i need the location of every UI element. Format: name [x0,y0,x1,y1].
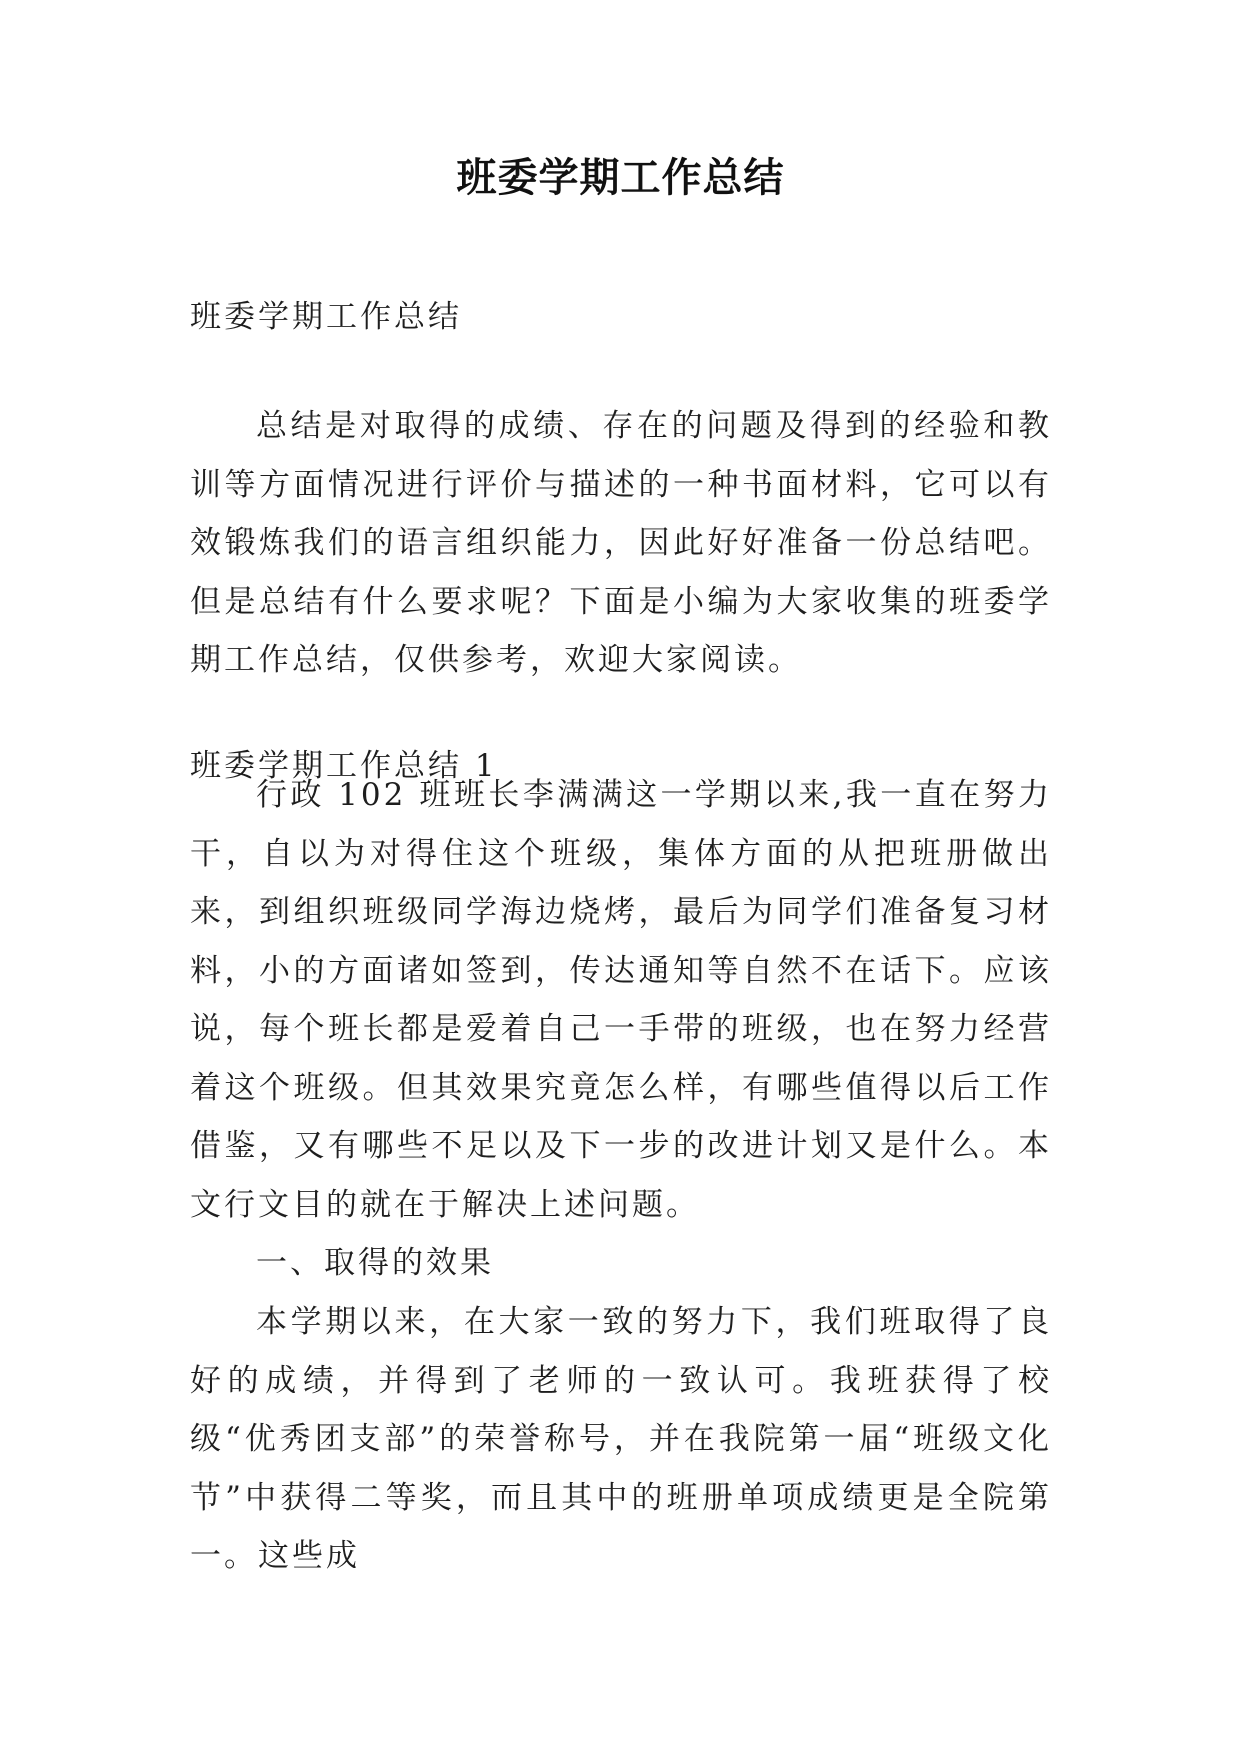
body-paragraph: 本学期以来，在大家一致的努力下，我们班取得了良好的成绩，并得到了老师的一致认可。我班获得了校级“优秀团支部”的荣誉称号，并在我院第一届“班级文化节”中获得二等奖，而且其中的班册单项成绩更是全院第一。这些成 [190,1304,1052,1574]
intro-paragraph: 总结是对取得的成绩、存在的问题及得到的经验和教训等方面情况进行评价与描述的一种书面材料，它可以有效锻炼我们的语言组织能力，因此好好准备一份总结吧。但是总结有什么要求呢？下面是小编为大家收集的班委学期工作总结，仅供参考，欢迎大家阅读。 [190,408,1052,678]
section-heading: 班委学期工作总结 1 [190,748,498,784]
subsection-heading: 一、取得的效果 [256,1245,494,1281]
page-title: 班委学期工作总结 [456,155,785,201]
body-paragraph: 行政 102 班班长李满满这一学期以来,我一直在努力干，自以为对得住这个班级，集体方面的从把班册做出来，到组织班级同学海边烧烤，最后为同学们准备复习材料，小的方面诸如签到，传达通知等自然不在话下。应该说，每个班长都是爱着自己一手带的班级，也在努力经营着这个班级。但其效果究竟怎么样，有哪些值得以后工作借鉴，又有哪些不足以及下一步的改进计划又是什么。本文行文目的就在于解决上述问题。 [190,777,1052,1223]
document-subtitle: 班委学期工作总结 [190,299,462,335]
